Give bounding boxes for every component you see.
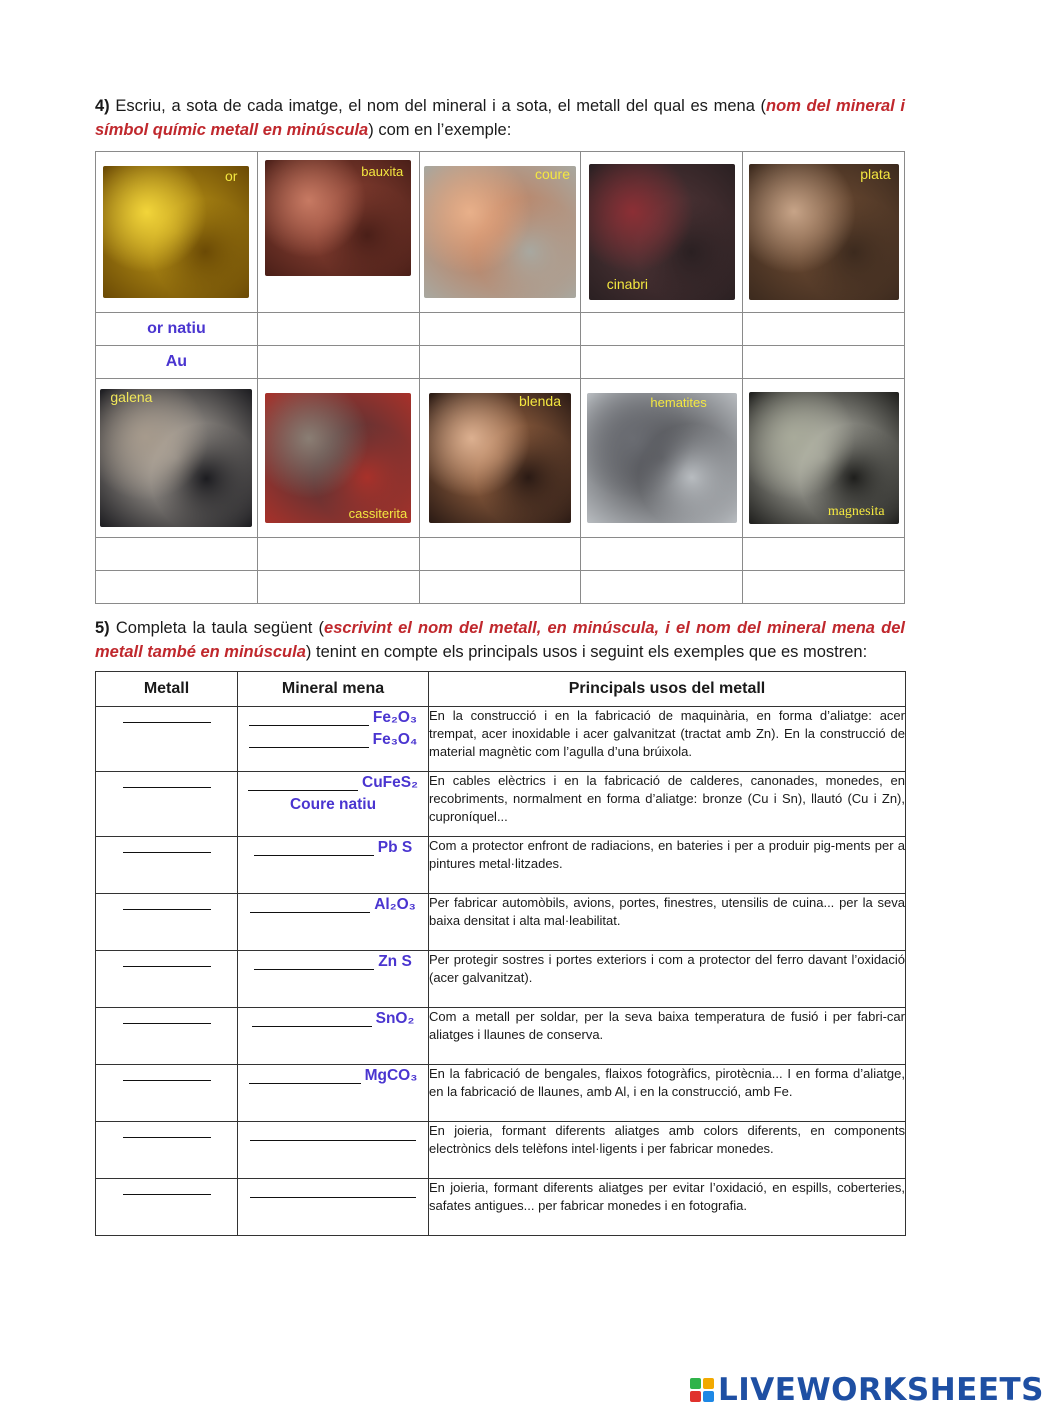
table-row [96,951,906,1008]
answer-cell[interactable] [257,571,419,604]
question-number: 5) [95,619,110,637]
mineral-label: or [224,168,238,184]
mineral-label: magnesita [827,504,885,519]
answer-row-mineral-1 [96,313,905,346]
uses-text: Per fabricar automòbils, avions, portes, finestres, utensilis de cuina... per la seva baixa densitat i alta mal·leabilitat. [429,894,906,951]
answer-row-symbol-2 [96,571,905,604]
logo-text: LIVEWORKSHEETS [718,1372,1044,1408]
question-5 [95,616,905,664]
mineral-image-cassiterita [265,393,411,523]
table-row [96,837,906,894]
header-usos: Principals usos del metall [429,672,906,707]
mineral-label: cassiterita [348,506,408,521]
table-row [96,772,906,837]
formula: SnO₂ [375,1010,415,1027]
table-row [96,1008,906,1065]
uses-text: En joieria, formant diferents aliatges per evitar l’oxidació, en espills, coberteries, safates antigues... per fabricar monedes i en fotografia. [429,1179,906,1236]
answer-cell[interactable] [581,313,743,346]
uses-text: En joieria, formant diferents aliatges amb colors diferents, en components electrònics dels telèfons intel·ligents i per fabricar monedes. [429,1122,906,1179]
answer-cell[interactable] [257,538,419,571]
uses-text: En la fabricació de bengales, flaixos fotogràfics, pirotècnia... I en forma d’aliatge, en la fabricació de llaunes, amb Al, i en la construcció, amb Fe. [429,1065,906,1122]
example-mineral: Coure natiu [289,796,377,813]
answer-cell[interactable] [419,538,581,571]
question-instruction: nom del mineral i símbol químic metall en minúscula [95,97,906,139]
mineral-image-hematites [587,393,737,523]
uses-text: Com a metall per soldar, per la seva baixa temperatura de fusió i per fabri-car aliatges i llaunes de conserva. [429,1008,906,1065]
logo-square [690,1378,701,1389]
question-number: 4) [95,97,110,115]
uses-text: En la construcció i en la fabricació de maquinària, en forma d’aliatge: acer trempat, acer inoxidable i acer galvanitzat (tractat amb Zn). En la construcció de material magnètic com l’agulla d’una brúixola. [429,707,906,772]
formula: Pb S [377,839,413,856]
example-symbol: Au [96,346,258,379]
mineral-answer-blank[interactable] [250,1182,416,1198]
answer-cell[interactable] [581,346,743,379]
mineral-label: hematites [650,395,707,410]
metal-answer-blank[interactable] [123,1008,211,1024]
answer-cell[interactable] [419,571,581,604]
metal-answer-blank[interactable] [123,1122,211,1138]
example-mineral: or natiu [96,313,258,346]
answer-cell[interactable] [581,538,743,571]
header-mineral-mena: Mineral mena [238,672,429,707]
table-row [96,894,906,951]
logo-square [703,1391,714,1402]
image-row-1 [96,152,905,313]
mineral-answer-blank[interactable] [249,710,369,726]
metal-answer-blank[interactable] [123,1179,211,1195]
formula: Fe₃O₄ [372,731,418,748]
mineral-answer-blank[interactable] [250,1125,416,1141]
answer-row-symbol-1 [96,346,905,379]
formula: Zn S [378,953,412,970]
answer-cell[interactable] [581,571,743,604]
uses-text: Per protegir sostres i portes exteriors i com a protector del ferro davant l’oxidació (acer galvanitzat). [429,951,906,1008]
table-row [96,1179,906,1236]
table-header [96,672,906,707]
answer-cell[interactable] [419,313,581,346]
mineral-answer-blank[interactable] [254,840,374,856]
answer-cell[interactable] [96,571,258,604]
answer-cell[interactable] [419,346,581,379]
image-row-2 [96,379,905,538]
mineral-image-magnesita [749,392,899,524]
logo-square [690,1391,701,1402]
metal-answer-blank[interactable] [123,707,211,723]
header-metall: Metall [96,672,238,707]
mineral-image-galena [100,389,252,527]
mineral-image-coure [424,166,576,298]
metal-answer-blank[interactable] [123,837,211,853]
formula: CuFeS₂ [362,774,418,791]
mineral-image-blenda [429,393,571,523]
metal-answer-blank[interactable] [123,1065,211,1081]
logo-square [703,1378,714,1389]
answer-row-mineral-2 [96,538,905,571]
question-text-end: ) tenint en compte els principals usos i seguint els exemples que es mostren: [305,643,868,661]
mineral-label: plata [860,166,891,182]
mineral-answer-blank[interactable] [248,775,358,791]
metals-uses-table [95,671,906,1236]
question-4 [95,94,905,142]
metal-answer-blank[interactable] [123,894,211,910]
mineral-label: cinabri [606,276,649,292]
answer-cell[interactable] [743,346,905,379]
question-instruction: escrivint el nom del metall, en minúscula, i el nom del mineral mena del metall també en minúscula [95,619,905,661]
uses-text: Com a protector enfront de radiacions, en bateries i per a produir pig-ments per a pintures metal·litzades. [429,837,906,894]
answer-cell[interactable] [743,538,905,571]
mineral-image-bauxita [265,160,411,276]
mineral-answer-blank[interactable] [250,897,370,913]
question-text: Escriu, a sota de cada imatge, el nom del mineral i a sota, el metall del qual es mena ( [109,97,767,115]
table-row [96,707,906,772]
mineral-label: galena [110,389,153,405]
mineral-answer-blank[interactable] [249,732,369,748]
mineral-image-or [103,166,249,298]
formula: MgCO₃ [364,1067,418,1084]
formula: Fe₂O₃ [372,709,418,726]
logo-mark-icon [690,1378,714,1402]
liveworksheets-logo[interactable] [690,1372,1044,1408]
mineral-answer-blank[interactable] [252,1011,372,1027]
mineral-label: coure [534,166,570,182]
answer-cell[interactable] [257,313,419,346]
table-row [96,1065,906,1122]
metal-answer-blank[interactable] [123,772,211,788]
mineral-label: blenda [518,393,561,409]
answer-cell[interactable] [96,538,258,571]
mineral-answer-blank[interactable] [254,954,374,970]
metal-answer-blank[interactable] [123,951,211,967]
question-text: Completa la taula següent ( [109,619,325,637]
answer-cell[interactable] [743,571,905,604]
mineral-image-cinabri [589,164,735,300]
formula: Al₂O₃ [374,896,416,913]
minerals-grid [95,151,905,604]
table-row [96,1122,906,1179]
answer-cell[interactable] [743,313,905,346]
mineral-label: bauxita [361,164,404,179]
mineral-answer-blank[interactable] [249,1068,361,1084]
mineral-image-plata [749,164,899,300]
uses-text: En cables elèctrics i en la fabricació de calderes, canonades, monedes, en recobriments, normalment en forma d’aliatge: bronze (Cu i Sn), llautó (Cu i Zn), cuproníquel... [429,772,906,837]
question-text-end: ) com en l’exemple: [368,121,512,139]
answer-cell[interactable] [257,346,419,379]
